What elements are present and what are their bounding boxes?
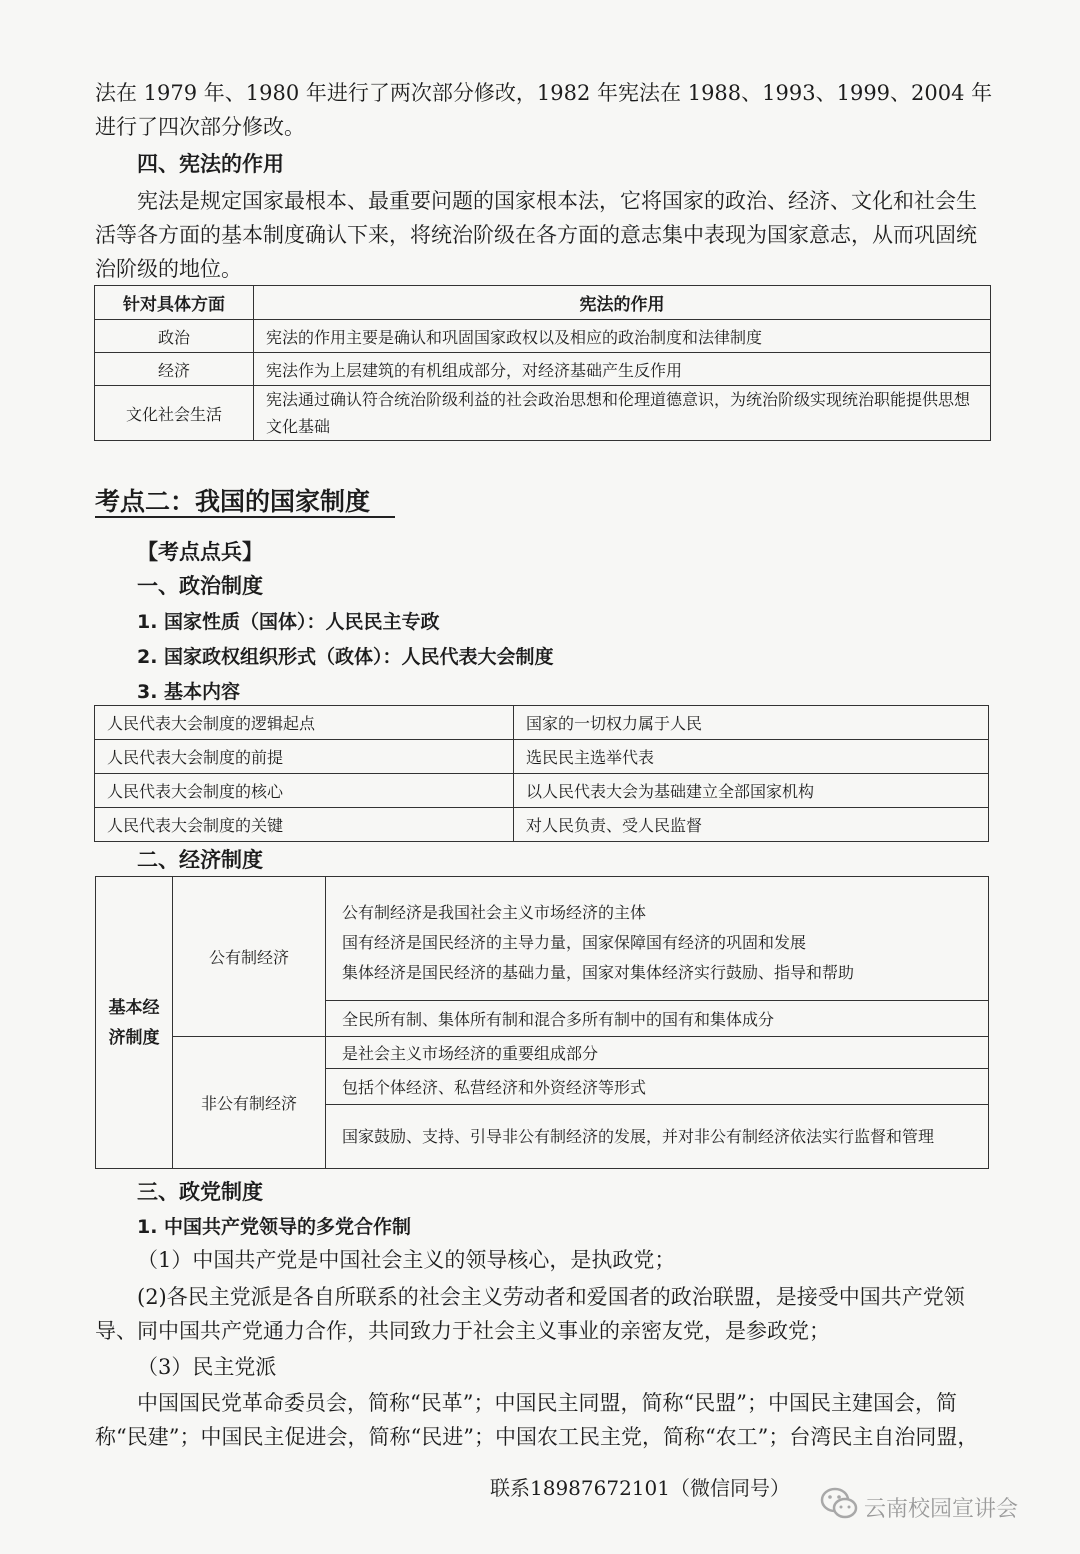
public-economy-line: 集体经济是国民经济的基础力量，国家对集体经济实行鼓励、指导和帮助 bbox=[342, 962, 855, 982]
table-row bbox=[95, 320, 991, 353]
aspect-cell: 文化社会生活 bbox=[95, 386, 254, 441]
public-economy-extra: 全民所有制、集体所有制和混合多所有制中的国有和集体成分 bbox=[326, 1001, 989, 1037]
npc-content-cell: 国家的一切权力属于人民 bbox=[514, 706, 989, 740]
table-row bbox=[95, 808, 989, 842]
npc-content-cell: 对人民负责、受人民监督 bbox=[514, 808, 989, 842]
party-point-4: 中国国民党革命委员会，简称“民革”；中国民主同盟，简称“民盟”；中国民主建国会，简称“民建”；中国民主促进会，简称“民进”；中国农工民主党，简称“农工”；台湾民主自治同盟， bbox=[95, 1391, 979, 1449]
role-cell: 宪法通过确认符合统治阶级利益的社会政治思想和伦理道德意识，为统治阶级实现统治职能提供思想文化基础 bbox=[254, 386, 991, 441]
wechat-account-name: 云南校园宣讲会 bbox=[864, 1497, 1019, 1522]
wechat-watermark bbox=[820, 1480, 1060, 1530]
constitution-role-table bbox=[94, 285, 991, 441]
public-economy-label: 公有制经济 bbox=[173, 877, 326, 1037]
party-sub-heading: 1. 中国共产党领导的多党合作制 bbox=[137, 1216, 412, 1238]
table-row bbox=[95, 386, 991, 441]
political-item-1: 1. 国家性质（国体）：人民民主专政 bbox=[137, 611, 440, 633]
footer-contact: 联系18987672101（微信同号） bbox=[490, 1476, 790, 1500]
table-header-role: 宪法的作用 bbox=[254, 286, 991, 320]
political-item-2: 2. 国家政权组织形式（政体）：人民代表大会制度 bbox=[137, 646, 554, 668]
role-cell: 宪法的作用主要是确认和巩固国家政权以及相应的政治制度和法律制度 bbox=[254, 320, 991, 353]
wechat-icon bbox=[820, 1486, 858, 1522]
constitution-role-paragraph: 宪法是规定国家最根本、最重要问题的国家根本法，它将国家的政治、经济、文化和社会生活等各方面的基本制度确认下来，将统治阶级在各方面的意志集中表现为国家意志，从而巩固统治阶级的地位。 bbox=[95, 189, 977, 281]
table-header-row bbox=[95, 286, 991, 320]
table-row bbox=[95, 353, 991, 386]
economic-system-table bbox=[95, 876, 989, 1169]
political-item-3: 3. 基本内容 bbox=[137, 681, 241, 703]
npc-content-table bbox=[94, 705, 989, 842]
exam-point-title: 考点二：我国的国家制度 bbox=[95, 487, 371, 516]
party-point-1: （1）中国共产党是中国社会主义的领导核心，是执政党； bbox=[137, 1248, 676, 1272]
role-cell: 宪法作为上层建筑的有机组成部分，对经济基础产生反作用 bbox=[254, 353, 991, 386]
public-economy-line: 国有经济是国民经济的主导力量，国家保障国有经济的巩固和发展 bbox=[342, 932, 807, 952]
public-economy-line: 公有制经济是我国社会主义市场经济的主体 bbox=[342, 902, 647, 922]
section-heading-political: 一、政治制度 bbox=[137, 574, 263, 598]
section-heading-constitution-role: 四、宪法的作用 bbox=[137, 152, 284, 176]
npc-aspect-cell: 人民代表大会制度的逻辑起点 bbox=[95, 706, 514, 740]
public-economy-content bbox=[326, 877, 989, 1001]
npc-aspect-cell: 人民代表大会制度的关键 bbox=[95, 808, 514, 842]
aspect-cell: 政治 bbox=[95, 320, 254, 353]
intro-paragraph: 法在 1979 年、1980 年进行了两次部分修改，1982 年宪法在 1988、1993、1999、2004 年进行了四次部分修改。 bbox=[95, 81, 993, 139]
npc-aspect-cell: 人民代表大会制度的前提 bbox=[95, 740, 514, 774]
aspect-cell: 经济 bbox=[95, 353, 254, 386]
npc-content-cell: 以人民代表大会为基础建立全部国家机构 bbox=[514, 774, 989, 808]
section-heading-party: 三、政党制度 bbox=[137, 1180, 263, 1204]
npc-content-cell: 选民民主选举代表 bbox=[514, 740, 989, 774]
table-row bbox=[95, 740, 989, 774]
table-header-aspect: 针对具体方面 bbox=[95, 286, 254, 320]
table-row bbox=[96, 877, 989, 1001]
nonpublic-economy-label: 非公有制经济 bbox=[173, 1037, 326, 1169]
nonpublic-economy-row: 国家鼓励、支持、引导非公有制经济的发展，并对非公有制经济依法实行监督和管理 bbox=[326, 1105, 989, 1169]
exam-point-title-underline bbox=[95, 516, 395, 518]
table-row bbox=[95, 774, 989, 808]
section-heading-economic: 二、经济制度 bbox=[137, 848, 263, 872]
party-point-2: (2)各民主党派是各自所联系的社会主义劳动者和爱国者的政治联盟，是接受中国共产党领导、同中国共产党通力合作，共同致力于社会主义事业的亲密友党，是参政党； bbox=[95, 1285, 965, 1343]
party-point-3: （3）民主党派 bbox=[137, 1355, 277, 1379]
nonpublic-economy-row: 是社会主义市场经济的重要组成部分 bbox=[326, 1037, 989, 1069]
basic-economic-system-label: 基本经济制度 bbox=[96, 877, 173, 1169]
npc-aspect-cell: 人民代表大会制度的核心 bbox=[95, 774, 514, 808]
table-row bbox=[96, 1037, 989, 1069]
table-row bbox=[95, 706, 989, 740]
exam-point-tag: 【考点点兵】 bbox=[137, 540, 263, 564]
nonpublic-economy-row: 包括个体经济、私营经济和外资经济等形式 bbox=[326, 1069, 989, 1105]
